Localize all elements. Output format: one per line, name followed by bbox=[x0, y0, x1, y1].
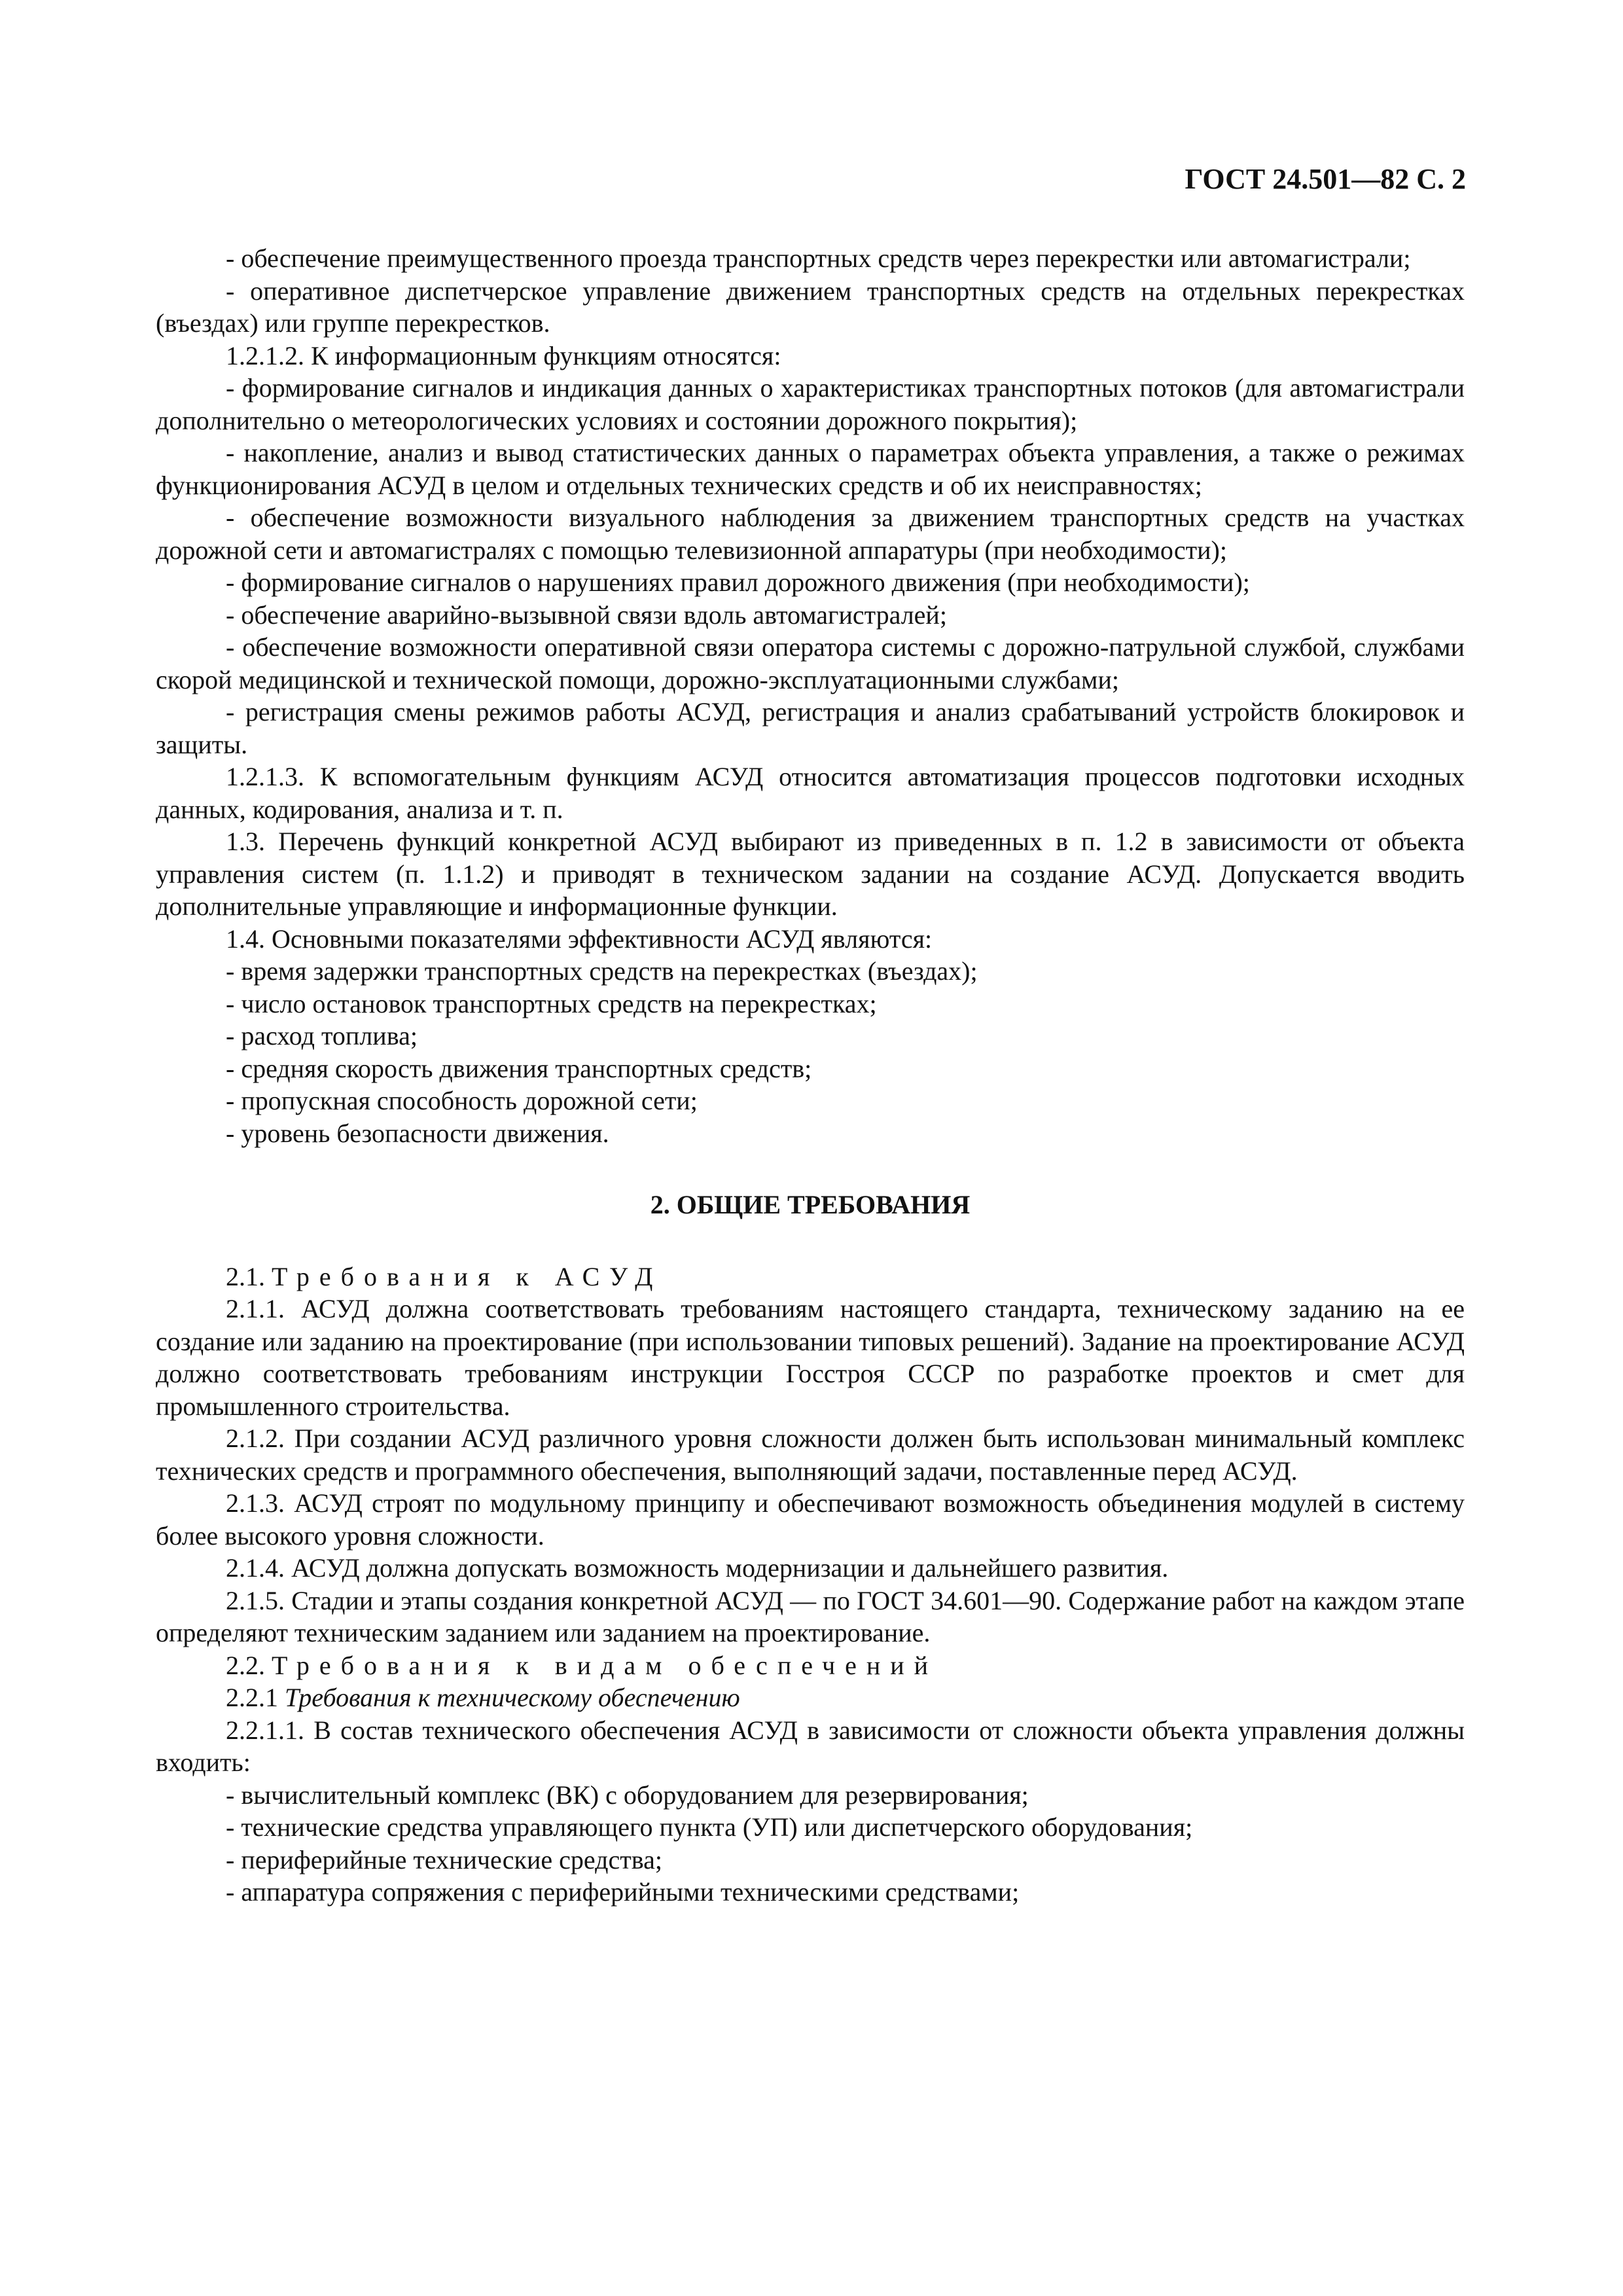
paragraph: - технические средства управляющего пункта (УП) или диспетчерского оборудования; bbox=[226, 1812, 1193, 1842]
subsection-heading bbox=[156, 1649, 1465, 1682]
paragraph: - накопление, анализ и вывод статистических данных о параметрах объекта управления, а также о режимах функционирования АСУД в целом и отдельных технических средств и об их неисправностях; bbox=[156, 438, 1465, 500]
paragraph: - время задержки транспортных средств на перекрестках (въездах); bbox=[226, 956, 978, 986]
document-body bbox=[156, 242, 1465, 1909]
paragraph: 2.1.2. При создании АСУД различного уровня сложности должен быть использован минимальный комплекс технических средств и программного обеспечения, выполняющий задачи, поставленные перед АСУД. bbox=[156, 1424, 1465, 1486]
paragraph: - обеспечение аварийно-вызывной связи вдоль автомагистралей; bbox=[226, 600, 947, 630]
paragraph: - периферийные технические средства; bbox=[226, 1844, 662, 1874]
subsection-number: 2.2. bbox=[226, 1650, 265, 1680]
paragraph: - формирование сигналов и индикация данных о характеристиках транспортных потоков (для автомагистрали дополнительно о метеорологических условиях и состоянии дорожного покрытия); bbox=[156, 373, 1465, 435]
subsection-number: 2.2.1 bbox=[226, 1683, 278, 1712]
paragraph: 2.2.1.1. В состав технического обеспечения АСУД в зависимости от сложности объекта управления должны входить: bbox=[156, 1715, 1465, 1777]
page-header: ГОСТ 24.501—82 С. 2 bbox=[1185, 163, 1466, 195]
paragraph: - обеспечение преимущественного проезда транспортных средств через перекрестки или автомагистрали; bbox=[226, 243, 1411, 273]
paragraph: - число остановок транспортных средств на перекрестках; bbox=[226, 988, 877, 1018]
paragraph: 1.4. Основными показателями эффективности АСУД являются: bbox=[226, 924, 933, 954]
paragraph: 2.1.5. Стадии и этапы создания конкретной АСУД — по ГОСТ 34.601—90. Содержание работ на каждом этапе определяют техническим заданием или заданием на проектирование. bbox=[156, 1585, 1465, 1647]
paragraph: - пропускная способность дорожной сети; bbox=[226, 1086, 698, 1115]
section-title: 2. ОБЩИЕ ТРЕБОВАНИЯ bbox=[650, 1190, 971, 1219]
paragraph: 1.3. Перечень функций конкретной АСУД выбирают из приведенных в п. 1.2 в зависимости от объекта управления систем (п. 1.1.2) и приводят в техническом задании на создание АСУД. Допускается вводить дополнительные управляющие и информационные функции. bbox=[156, 827, 1465, 921]
paragraph: - вычислительный комплекс (ВК) с оборудованием для резервирования; bbox=[226, 1780, 1029, 1810]
subsection-title: Требования к техническому обеспечению bbox=[285, 1683, 740, 1712]
subsection-title: Требования к видам обеспечений bbox=[272, 1650, 938, 1680]
paragraph: - уровень безопасности движения. bbox=[226, 1118, 609, 1148]
paragraph: 1.2.1.2. К информационным функциям относятся: bbox=[226, 340, 781, 370]
paragraph: - регистрация смены режимов работы АСУД, регистрация и анализ срабатываний устройств блокировок и защиты. bbox=[156, 697, 1465, 759]
subsubsection-heading bbox=[156, 1681, 1465, 1714]
paragraph: - обеспечение возможности оперативной связи оператора системы с дорожно-патрульной службой, службами скорой медицинской и технической помощи, дорожно-эксплуатационными службами; bbox=[156, 632, 1465, 694]
paragraph: 1.2.1.3. К вспомогательным функциям АСУД относится автоматизация процессов подготовки исходных данных, кодирования, анализа и т. п. bbox=[156, 762, 1465, 824]
paragraph: - формирование сигналов о нарушениях правил дорожного движения (при необходимости); bbox=[226, 567, 1250, 597]
paragraph: - расход топлива; bbox=[226, 1021, 418, 1050]
subsection-heading bbox=[156, 1261, 1465, 1293]
paragraph: - аппаратура сопряжения с периферийными техническими средствами; bbox=[226, 1877, 1020, 1907]
paragraph: - оперативное диспетчерское управление движением транспортных средств на отдельных перекрестках (въездах) или группе перекрестков. bbox=[156, 276, 1465, 338]
paragraph: 2.1.3. АСУД строят по модульному принципу и обеспечивают возможность объединения модулей в систему более высокого уровня сложности. bbox=[156, 1488, 1465, 1551]
paragraph: - средняя скорость движения транспортных средств; bbox=[226, 1053, 812, 1083]
paragraph: - обеспечение возможности визуального наблюдения за движением транспортных средств на участках дорожной сети и автомагистралях с помощью телевизионной аппаратуры (при необходимости); bbox=[156, 503, 1465, 565]
paragraph: 2.1.4. АСУД должна допускать возможность модернизации и дальнейшего развития. bbox=[226, 1553, 1169, 1583]
subsection-title: Требования к АСУД bbox=[272, 1261, 663, 1291]
paragraph: 2.1.1. АСУД должна соответствовать требованиям настоящего стандарта, техническому заданию на ее создание или заданию на проектирование (при использовании типовых решений). Задание на проектирование АСУД должно соответствовать требованиям инструкции Госстроя СССР по разработке проектов и смет для промышленного строительства. bbox=[156, 1294, 1465, 1421]
subsection-number: 2.1. bbox=[226, 1261, 265, 1291]
